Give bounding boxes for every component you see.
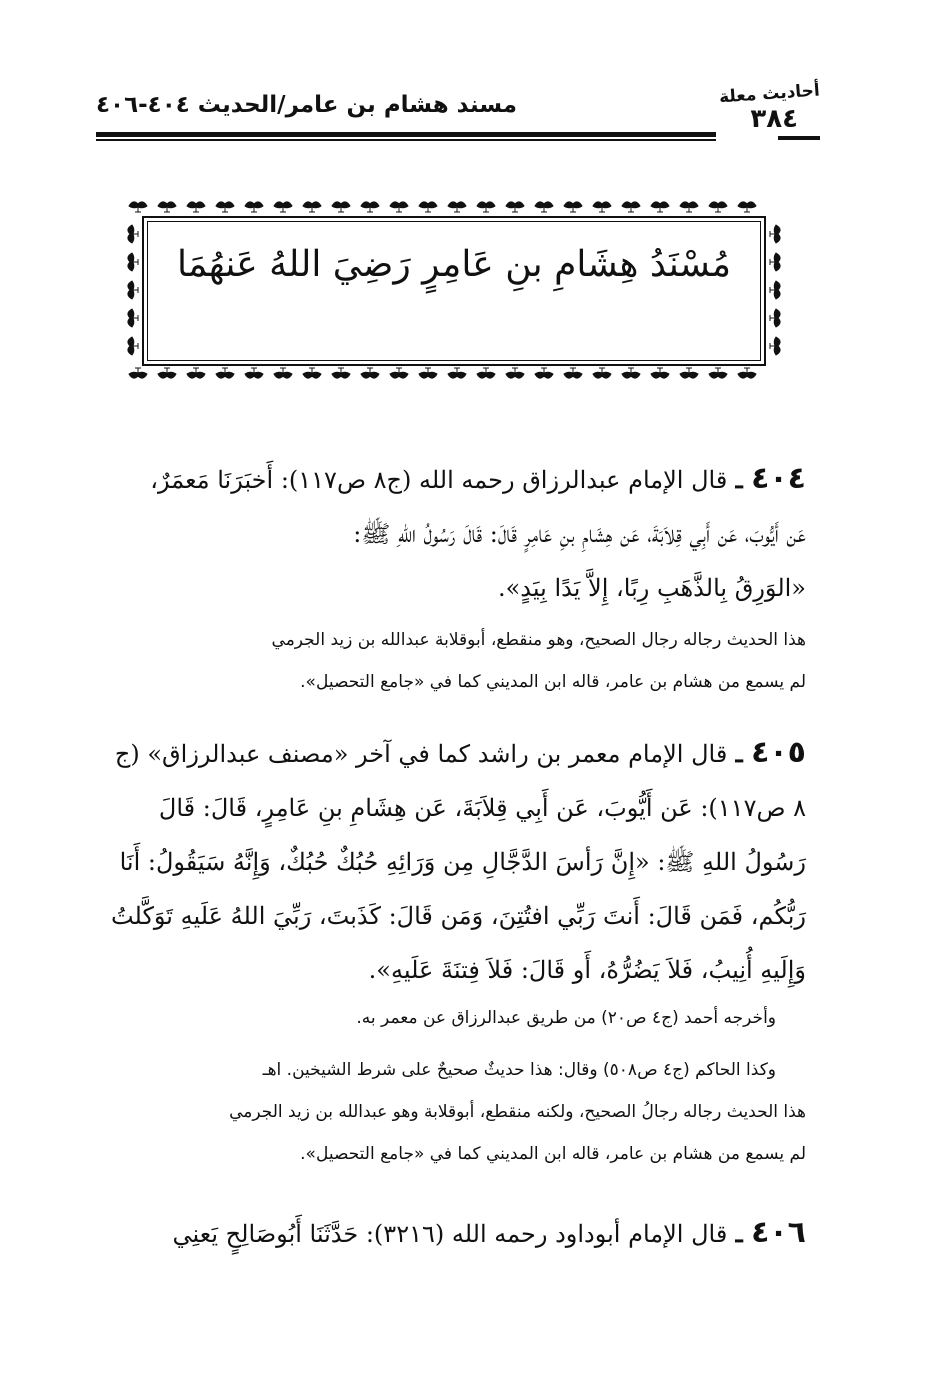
hadith-line: ٤٠٦ ـ قال الإمام أبوداود رحمه الله (٣٢١٦): حَدَّثَنَا أَبُوصَالِحٍ يَعنِي (172, 1215, 806, 1250)
ornament-motif (303, 368, 321, 378)
ornament-motif (477, 202, 495, 212)
ornament-motif (622, 202, 640, 212)
ornament-motif (332, 368, 350, 378)
commentary-line: وأخرجه أحمد (ج٤ ص٢٠) من طريق عبدالرزاق عن معمر به. (356, 1008, 776, 1028)
hadith-line: ٨ ص١١٧): عَن أَيُّوبَ، عَن أَبِي قِلاَبَةَ، عَن هِشَامِ بنِ عَامِرٍ، قَالَ: قَالَ (158, 794, 806, 822)
ornament-motif (651, 368, 669, 378)
ornament-motif (770, 309, 780, 327)
commentary-line: هذا الحديث رجاله رجالُ الصحيح، ولكنه منقطع، أبوقلابة وهو عبدالله بن زيد الجرمي (229, 1102, 806, 1122)
ornament-motif (332, 202, 350, 212)
hadith-line: رَسُولُ اللهِ ﷺ: «إِنَّ رَأسَ الدَّجَّالِ مِن وَرَائِهِ حُبُكٌ حُبُكٌ، وَإِنَّهُ سَيَقُولُ: أَنَا (119, 848, 806, 876)
header-rule-short (778, 136, 820, 140)
ornament-motif (303, 202, 321, 212)
hadith-405 (106, 726, 806, 1164)
ornament-motif (506, 202, 524, 212)
ornament-motif (274, 368, 292, 378)
ornament-motif (216, 202, 234, 212)
ornament-motif (680, 202, 698, 212)
hadith-line: ٤٠٤ ـ قال الإمام عبدالرزاق رحمه الله (ج٨ ص١١٧): أَخبَرَنَا مَعمَرٌ، (150, 461, 806, 496)
ornament-motif (506, 368, 524, 378)
ornament-motif (245, 368, 263, 378)
commentary-line: وكذا الحاكم (ج٤ ص٥٠٨) وقال: هذا حديثٌ صحيحٌ على شرط الشيخين. اهـ (262, 1060, 776, 1080)
hadith-line: «الوَرِقُ بِالذَّهَبِ رِبًا، إِلاَّ يَدًا بِيَدٍ». (497, 574, 806, 602)
ornament-motif (274, 202, 292, 212)
ornament-motif (709, 368, 727, 378)
ornament-motif (593, 368, 611, 378)
hadith-number: ٤٠٦ (751, 1215, 806, 1250)
ornament-motif (622, 368, 640, 378)
ornament-motif (564, 202, 582, 212)
hadith-number: ٤٠٤ (751, 461, 806, 496)
hadith-line: وَإِلَيهِ أُنِيبُ، فَلاَ يَضُرُّهُ، أَو قَالَ: فَلاَ فِتنَةَ عَلَيهِ». (368, 956, 806, 984)
ornament-motif (419, 368, 437, 378)
ornament-motif (187, 202, 205, 212)
hadith-number: ٤٠٥ (751, 735, 806, 770)
ornament-motif (390, 202, 408, 212)
ornament-motif (128, 309, 138, 327)
header-rule (96, 132, 716, 141)
ornament-motif (770, 337, 780, 355)
commentary-line: لم يسمع من هشام بن عامر، قاله ابن المديني كما في «جامع التحصيل». (300, 1144, 806, 1164)
ornament-motif (158, 202, 176, 212)
ornament-motif (535, 202, 553, 212)
ornament-motif (535, 368, 553, 378)
hadith-line: عَن أَيُّوبَ، عَن أَبِي قِلاَبَةَ، عَن هِشَامِ بنِ عَامِرٍ قَالَ: قَالَ رَسُولُ اللهِ ﷺ: (353, 520, 806, 548)
hadith-406 (106, 1206, 806, 1266)
ornament-motif (129, 368, 147, 378)
ornament-motif (564, 368, 582, 378)
ornament-motif (158, 368, 176, 378)
ornament-motif (216, 368, 234, 378)
commentary-line: هذا الحديث رجاله رجال الصحيح، وهو منقطع، أبوقلابة عبدالله بن زيد الجرمي (271, 630, 806, 650)
section-title: مُسْنَدُ هِشَامِ بنِ عَامِرٍ رَضِيَ اللهُ عَنهُمَا (176, 244, 732, 285)
ornament-motif (651, 202, 669, 212)
page-header (96, 80, 820, 140)
section-title-frame (124, 196, 784, 384)
ornament-motif (593, 202, 611, 212)
ornament-motif (361, 368, 379, 378)
ornament-motif (129, 202, 147, 212)
ornament-motif (245, 202, 263, 212)
ornament-motif (448, 368, 466, 378)
running-title: مسند هشام بن عامر/الحديث ٤٠٤-٤٠٦ (96, 92, 517, 118)
hadith-404 (106, 452, 806, 692)
ornament-motif (128, 225, 138, 243)
ornament-motif (419, 202, 437, 212)
ornament-motif (361, 202, 379, 212)
ornament-motif (709, 202, 727, 212)
page-number: ٣٨٤ (750, 104, 798, 134)
ornament-motif (770, 225, 780, 243)
frame-box (142, 216, 766, 366)
ornament-motif (128, 337, 138, 355)
ornament-motif (448, 202, 466, 212)
handwritten-note: أحاديث معلة (718, 80, 821, 108)
commentary-line: لم يسمع من هشام بن عامر، قاله ابن المديني كما في «جامع التحصيل». (300, 672, 806, 692)
ornament-motif (738, 368, 756, 378)
ornament-motif (680, 368, 698, 378)
ornament-motif (477, 368, 495, 378)
hadith-line: رَبُّكُم، فَمَن قَالَ: أَنتَ رَبِّي افتُتِنَ، وَمَن قَالَ: كَذَبتَ، رَبِّيَ اللهُ عَلَيهِ تَوَكَّلتُ (110, 902, 806, 930)
hadith-line: ٤٠٥ ـ قال الإمام معمر بن راشد كما في آخر «مصنف عبدالرزاق» (ج (114, 735, 806, 770)
ornament-motif (738, 202, 756, 212)
ornament-motif (187, 368, 205, 378)
ornament-motif (390, 368, 408, 378)
